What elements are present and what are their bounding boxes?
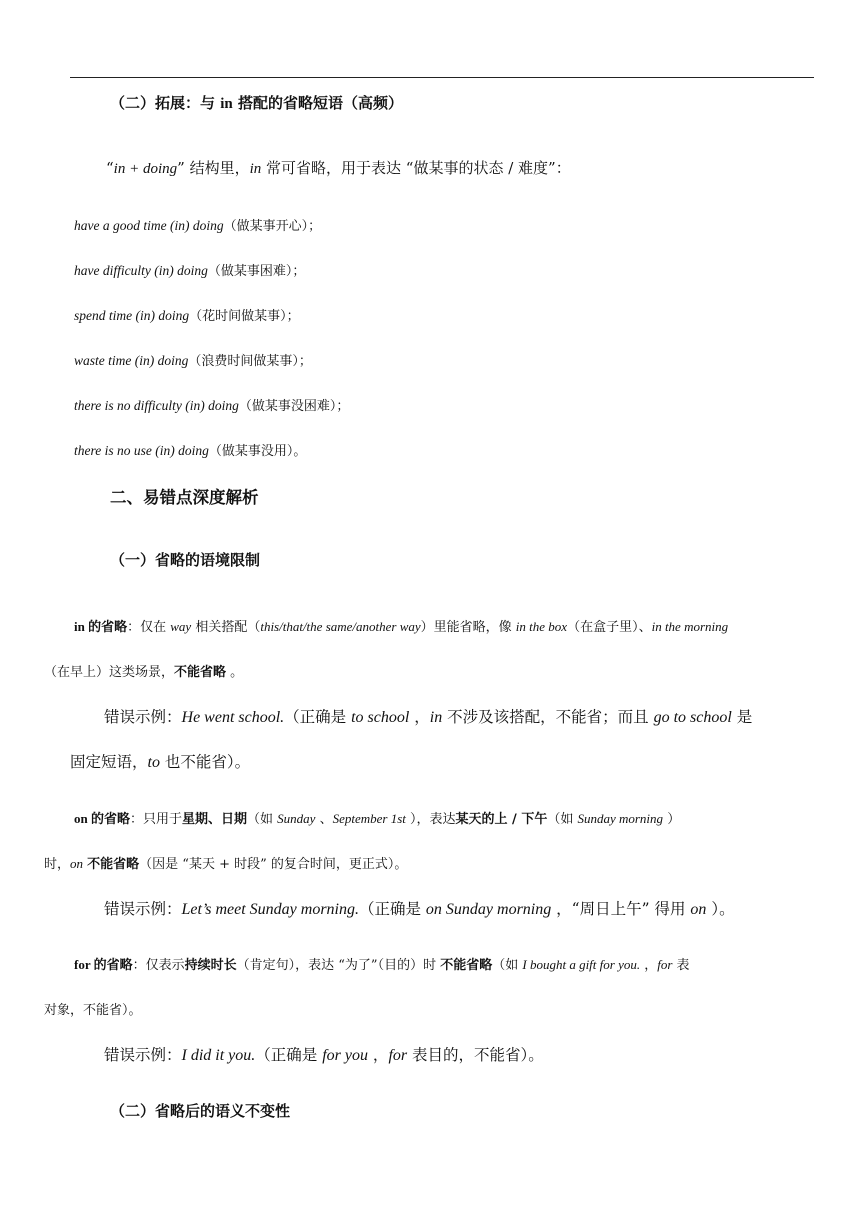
on-rule-line-2: 时，on 不能省略（因是 “某天 + 时段” 的复合时间，更正式）。: [44, 856, 408, 872]
for-error-example: 错误示例：I did it you.（正确是 for you ，for 表目的，不能省）。: [104, 1046, 544, 1064]
on-rule-line-1: on 的省略：只用于星期、日期（如 Sunday 、September 1st ），表达某天的上 / 下午（如 Sunday morning ）: [74, 811, 681, 827]
example-item: spend time (in) doing（花时间做某事）；: [74, 308, 300, 324]
subsection-heading-context: （一）省略的语境限制: [110, 551, 261, 569]
intro-paragraph: “in + doing” 结构里，in 常可省略，用于表达 “做某事的状态 / 难度”：: [106, 159, 571, 177]
in-error-example-line-1: 错误示例：He went school.（正确是 to school ，in 不涉及该搭配，不能省；而且 go to school 是: [104, 708, 753, 726]
subsection-heading-semantics: （二）省略后的语义不变性: [110, 1102, 291, 1120]
for-rule-line-1: for 的省略：仅表示持续时长（肯定句），表达 “为了”（目的）时 不能省略（如 I bought a gift for you. ，for 表: [74, 957, 690, 973]
on-error-example: 错误示例：Let’s meet Sunday morning.（正确是 on Sunday morning ，“周日上午” 得用 on ）。: [104, 900, 735, 918]
section-heading-pitfalls: 二、易错点深度解析: [110, 488, 259, 507]
example-item: there is no difficulty (in) doing（做某事没困难）；: [74, 398, 350, 414]
in-rule-line-1: in 的省略：仅在 way 相关搭配（this/that/the same/another way）里能省略，像 in the box（在盒子里）、in the morning: [74, 619, 729, 635]
example-item: have difficulty (in) doing（做某事困难）；: [74, 263, 306, 279]
in-rule-line-2: （在早上）这类场景，不能省略 。: [44, 665, 244, 680]
example-item: waste time (in) doing（浪费时间做某事）；: [74, 353, 312, 369]
example-item: there is no use (in) doing（做某事没用）。: [74, 443, 307, 459]
for-rule-line-2: 对象，不能省）。: [44, 1003, 142, 1018]
section-heading-extension: （二）拓展：与 in 搭配的省略短语（高频）: [110, 94, 403, 112]
header-rule: [70, 77, 814, 78]
in-error-example-line-2: 固定短语，to 也不能省）。: [70, 753, 251, 771]
example-item: have a good time (in) doing（做某事开心）；: [74, 218, 322, 234]
